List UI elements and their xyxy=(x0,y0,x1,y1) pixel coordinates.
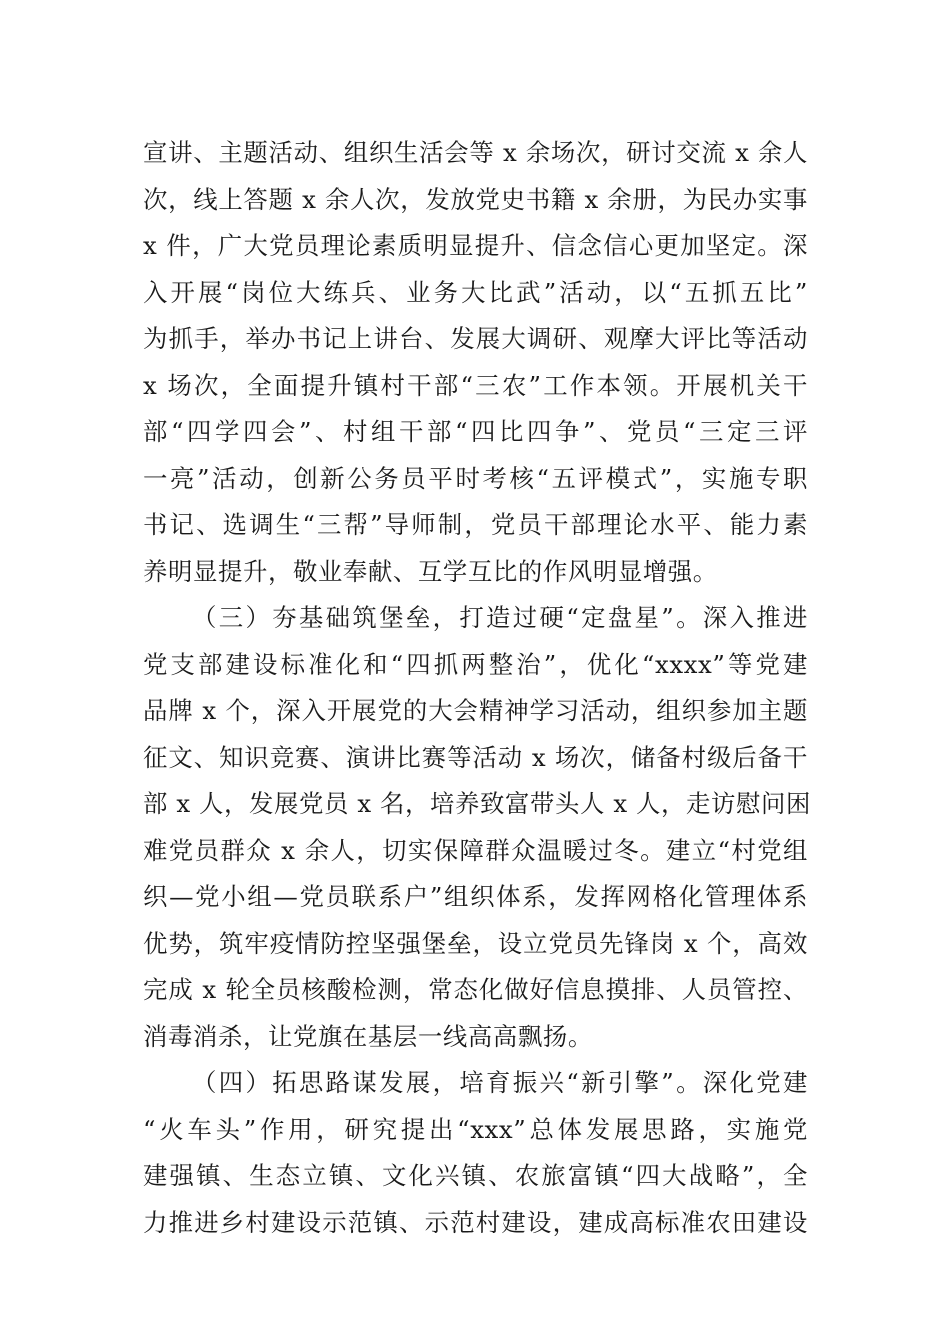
paragraph-1-line-1: 宣讲、主题活动、组织生活会等 x 余场次，研讨交流 x 余人 xyxy=(143,138,808,167)
paragraph-1-line-10: 养明显提升，敬业奉献、互学互比的作风明显增强。 xyxy=(143,556,718,586)
paragraph-2-line-1: （三）夯基础筑堡垒，打造过硬“定盘星”。深入推进 xyxy=(192,603,808,632)
paragraph-1-line-7: 部“四学四会”、村组干部“四比四争”、党员“三定三评 xyxy=(143,417,808,446)
paragraph-2-line-7: 织—党小组—党员联系户”组织体系，发挥网格化管理体系 xyxy=(143,882,808,911)
paragraph-2-line-9: 完成 x 轮全员核酸检测，常态化做好信息摸排、人员管控、 xyxy=(143,975,808,1004)
paragraph-1-line-8: 一亮”活动，创新公务员平时考核“五评模式”，实施专职 xyxy=(143,463,808,493)
paragraph-1-line-4: 入开展“岗位大练兵、业务大比武”活动，以“五抓五比” xyxy=(143,277,808,307)
paragraph-2-line-6: 难党员群众 x 余人，切实保障群众温暖过冬。建立“村党组 xyxy=(143,835,808,865)
paragraph-3-line-2: “火车头”作用，研究提出“xxx”总体发展思路，实施党 xyxy=(143,1114,808,1144)
paragraph-2-line-5: 部 x 人，发展党员 x 名，培养致富带头人 x 人，走访慰问困 xyxy=(143,789,811,818)
paragraph-2-line-3: 品牌 x 个，深入开展党的大会精神学习活动，组织参加主题 xyxy=(143,696,808,725)
paragraph-1-line-5: 为抓手，举办书记上讲台、发展大调研、观摩大评比等活动 xyxy=(143,324,808,353)
paragraph-2-line-8: 优势，筑牢疫情防控坚强堡垒，设立党员先锋岗 x 个，高效 xyxy=(143,928,808,958)
paragraph-2-line-4: 征文、知识竞赛、演讲比赛等活动 x 场次，储备村级后备干 xyxy=(143,742,808,772)
paragraph-2-line-2: 党支部建设标准化和“四抓两整治”，优化“xxxx”等党建 xyxy=(143,649,808,679)
paragraph-3-line-1: （四）拓思路谋发展，培育振兴“新引擎”。深化党建 xyxy=(192,1068,808,1097)
paragraph-1-line-3: x 件，广大党员理论素质明显提升、信念信心更加坚定。深 xyxy=(143,231,808,260)
paragraph-2-line-10: 消毒消杀，让党旗在基层一线高高飘扬。 xyxy=(143,1021,593,1051)
document-body xyxy=(143,130,811,1246)
paragraph-3-line-3: 建强镇、生态立镇、文化兴镇、农旅富镇“四大战略”，全 xyxy=(143,1161,808,1190)
paragraph-1-line-9: 书记、选调生“三帮”导师制，党员干部理论水平、能力素 xyxy=(143,510,808,539)
paragraph-1-line-6: x 场次，全面提升镇村干部“三农”工作本领。开展机关干 xyxy=(143,370,808,400)
paragraph-3-line-4: 力推进乡村建设示范镇、示范村建设，建成高标准农田建设 xyxy=(143,1207,808,1237)
paragraph-1-line-2: 次，线上答题 x 余人次，发放党史书籍 x 余册，为民办实事 xyxy=(143,184,808,214)
